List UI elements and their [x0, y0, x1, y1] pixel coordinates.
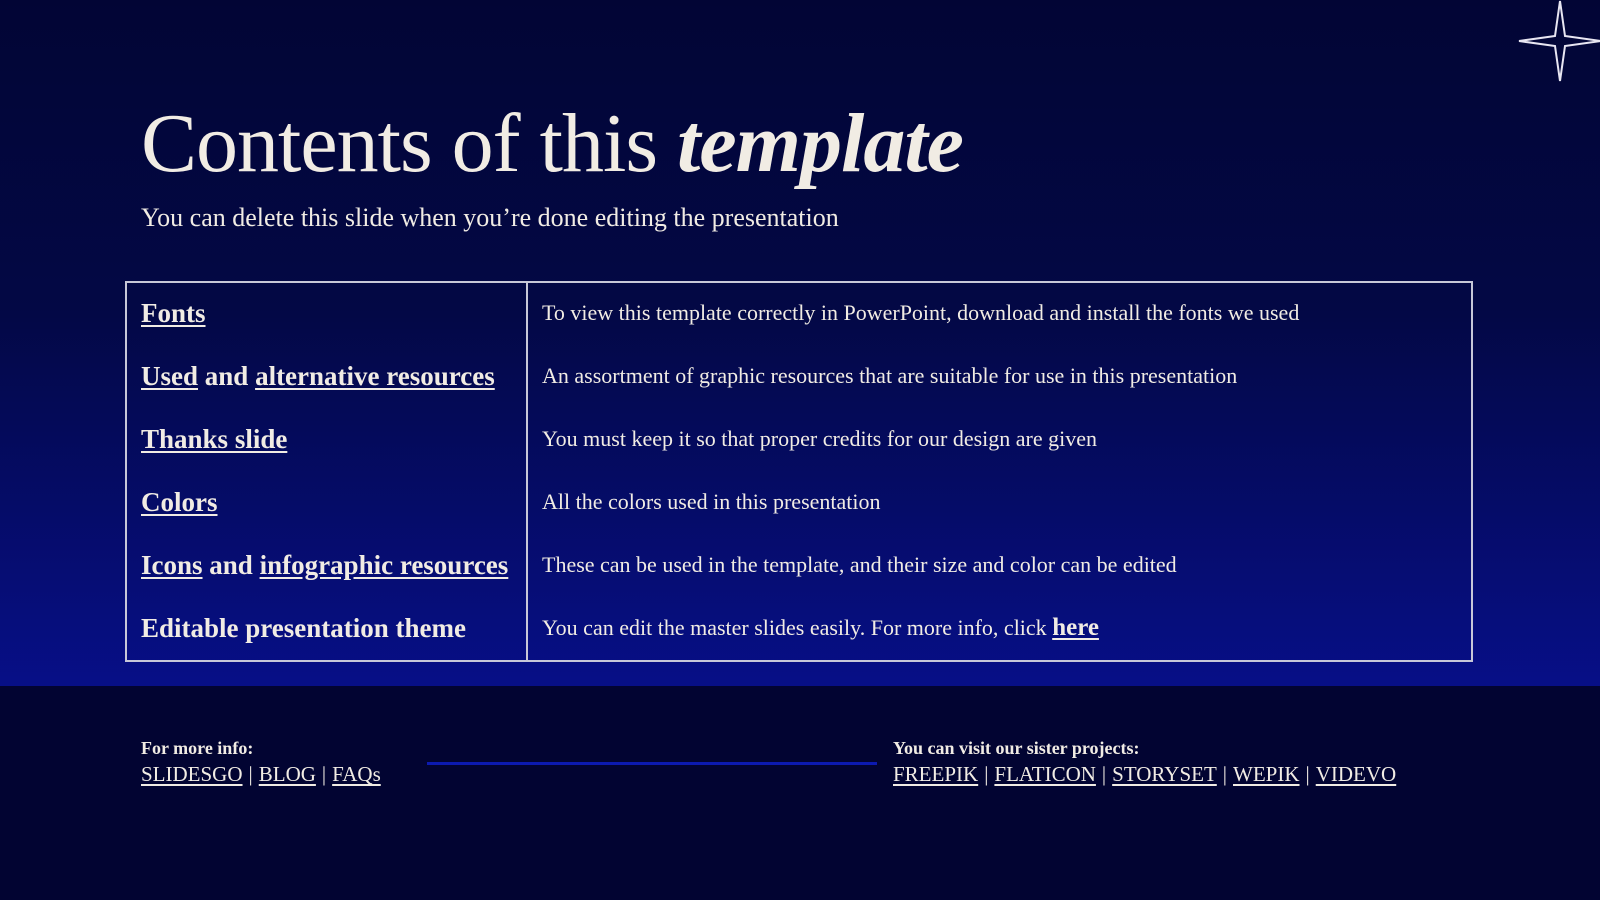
- footer-divider-line: [427, 762, 877, 765]
- blog-link[interactable]: BLOG: [258, 762, 316, 786]
- separator: |: [248, 762, 253, 786]
- title-emphasis: template: [677, 97, 963, 190]
- more-info-links: [141, 760, 381, 788]
- table-row-fonts: [127, 291, 1471, 335]
- thanks-slide-link[interactable]: Thanks slide: [141, 424, 288, 454]
- more-info-label: For more info:: [141, 738, 254, 758]
- sister-projects-links: [893, 760, 1396, 788]
- footer: [0, 686, 1600, 900]
- infographic-resources-link[interactable]: infographic resources: [259, 550, 509, 580]
- row-description: These can be used in the template, and their size and color can be edited: [542, 552, 1177, 577]
- page-subtitle: You can delete this slide when you’re done editing the presentation: [141, 203, 839, 232]
- row-title: [141, 480, 218, 524]
- separator: |: [1222, 762, 1228, 786]
- footer-more-info: [141, 736, 381, 788]
- separator: |: [1101, 762, 1107, 786]
- row-description: An assortment of graphic resources that are suitable for use in this presentation: [542, 363, 1238, 388]
- storyset-link[interactable]: STORYSET: [1112, 762, 1217, 786]
- separator: |: [1305, 762, 1310, 786]
- theme-description: You can edit the master slides easily. For more info, click: [542, 615, 1053, 640]
- table-row-theme: [127, 606, 1471, 650]
- fonts-link[interactable]: Fonts: [141, 298, 206, 328]
- row-description: You must keep it so that proper credits for our design are given: [542, 426, 1097, 451]
- freepik-link[interactable]: FREEPIK: [893, 762, 979, 786]
- footer-sister-projects: [893, 736, 1396, 788]
- here-link[interactable]: here: [1052, 614, 1099, 641]
- flaticon-link[interactable]: FLATICON: [994, 762, 1096, 786]
- and-text: and: [198, 361, 256, 391]
- separator: |: [984, 762, 989, 786]
- row-description: All the colors used in this presentation: [542, 489, 881, 514]
- table-row-resources: [127, 354, 1471, 398]
- table-divider: [526, 283, 528, 660]
- editable-theme-label: Editable presentation theme: [141, 613, 466, 643]
- used-resources-link[interactable]: Used: [141, 361, 199, 391]
- row-title: [141, 417, 287, 461]
- table-row-thanks: [127, 417, 1471, 461]
- alternative-resources-link[interactable]: alternative resources: [255, 361, 495, 391]
- icons-link[interactable]: Icons: [141, 550, 203, 580]
- colors-link[interactable]: Colors: [141, 487, 218, 517]
- row-title: [141, 606, 466, 650]
- separator: |: [321, 762, 327, 786]
- faqs-link[interactable]: FAQs: [332, 762, 381, 786]
- row-title: [141, 354, 495, 398]
- contents-table: [125, 281, 1473, 662]
- title-main: Contents of this: [141, 97, 678, 190]
- slidesgo-link[interactable]: SLIDESGO: [141, 762, 243, 786]
- sister-projects-label: You can visit our sister projects:: [893, 738, 1140, 758]
- row-title: [141, 291, 206, 335]
- table-row-icons: [127, 543, 1471, 587]
- videvo-link[interactable]: VIDEVO: [1315, 762, 1397, 786]
- page-title: [141, 98, 963, 190]
- row-description: [542, 606, 1099, 650]
- wepik-link[interactable]: WEPIK: [1233, 762, 1300, 786]
- table-row-colors: [127, 480, 1471, 524]
- row-description: To view this template correctly in PowerPoint, download and install the fonts we used: [542, 300, 1300, 325]
- and-text: and: [202, 550, 260, 580]
- four-point-star-icon: [1518, 0, 1600, 82]
- row-title: [141, 543, 508, 587]
